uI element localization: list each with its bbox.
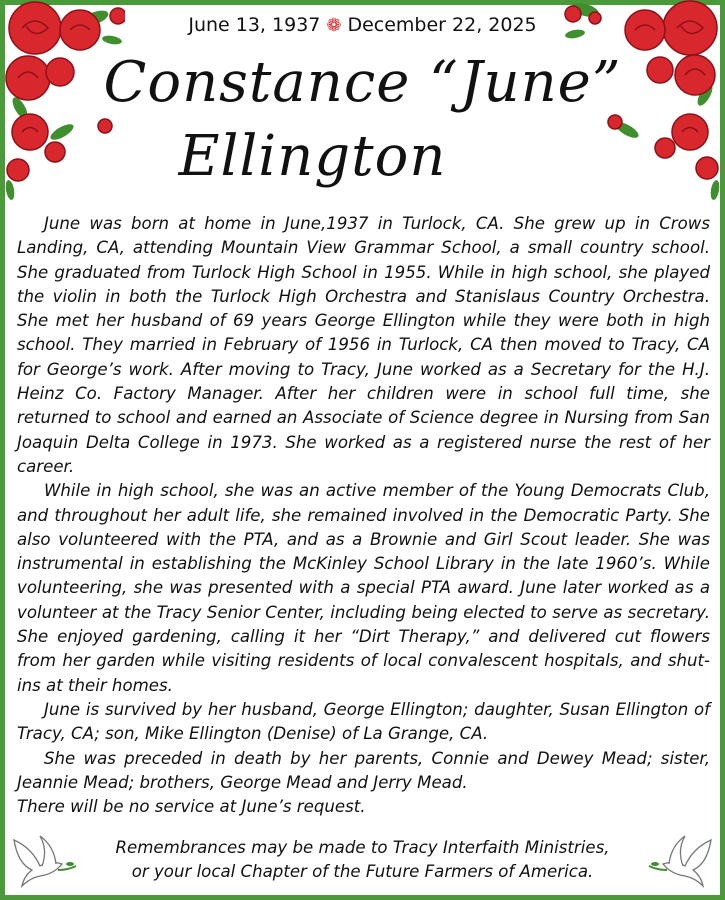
birth-date: June 13, 1937 [188,14,321,36]
paragraph-survivors: June is survived by her husband, George Ellington; daughter, Susan Ellington of Tracy, CA; son, Mike Ellington (Denise) of La Grange, CA. [17,699,710,744]
service-note: There will be no service at June’s request. [17,797,366,817]
deceased-name-line1: Constance “June” [103,50,622,115]
paragraph-early-life: June was born at home in June,1937 in Turlock, CA. She grew up in Crows Landing, CA, attending Mountain View Grammar School, a small country school. She graduated from Turlock High School in 1955. While in high school, she played the violin in both the Turlock High Orchestra and Stanislaus Country Orchestra. She met her husband of 69 years George Ellington while they were both in high school. They married in February of 1956 in Turlock, CA then moved to Tracy, CA for George’s work. After moving to Tracy, June worked as a Secretary for the H.J. Heinz Co. Factory Manager. After her children were in school full time, she returned to school and earned an Associate of Science degree in Nursing from San Joaquin Delta College in 1973. She worked as a registered nurse the rest of her career. [17,214,710,476]
obituary-body [17,212,710,819]
paragraph-community: While in high school, she was an active member of the Young Democrats Club, and throughout her adult life, she remained involved in the Democratic Party. She also volunteered with the PTA, and as a Brownie and Girl Scout leader. She was instrumental in establishing the McKinley School Library in the late 1960’s. While volunteering, she was presented with a special PTA award. June later worked as a volunteer at the Tracy Senior Center, including being elected to serve as secretary. She enjoyed gardening, calling it her “Dirt Therapy,” and delivered cut flowers from her garden while visiting residents of local convalescent hospitals, and shut-ins at their homes. [17,481,710,695]
remembrance-line2: or your local Chapter of the Future Farmers of America. [131,862,594,882]
paragraph-preceded: She was preceded in death by her parents, Connie and Dewey Mead; sister, Jeannie Mead; brothers, George Mead and Jerry Mead. [17,748,710,792]
remembrance-line1: Remembrances may be made to Tracy Interfaith Ministries, [115,838,610,857]
death-date: December 22, 2025 [347,14,537,36]
remembrance-note [0,836,725,885]
deceased-name-line2: Ellington [178,124,447,189]
life-dates [0,14,725,36]
flower-icon: ❁ [326,15,342,36]
